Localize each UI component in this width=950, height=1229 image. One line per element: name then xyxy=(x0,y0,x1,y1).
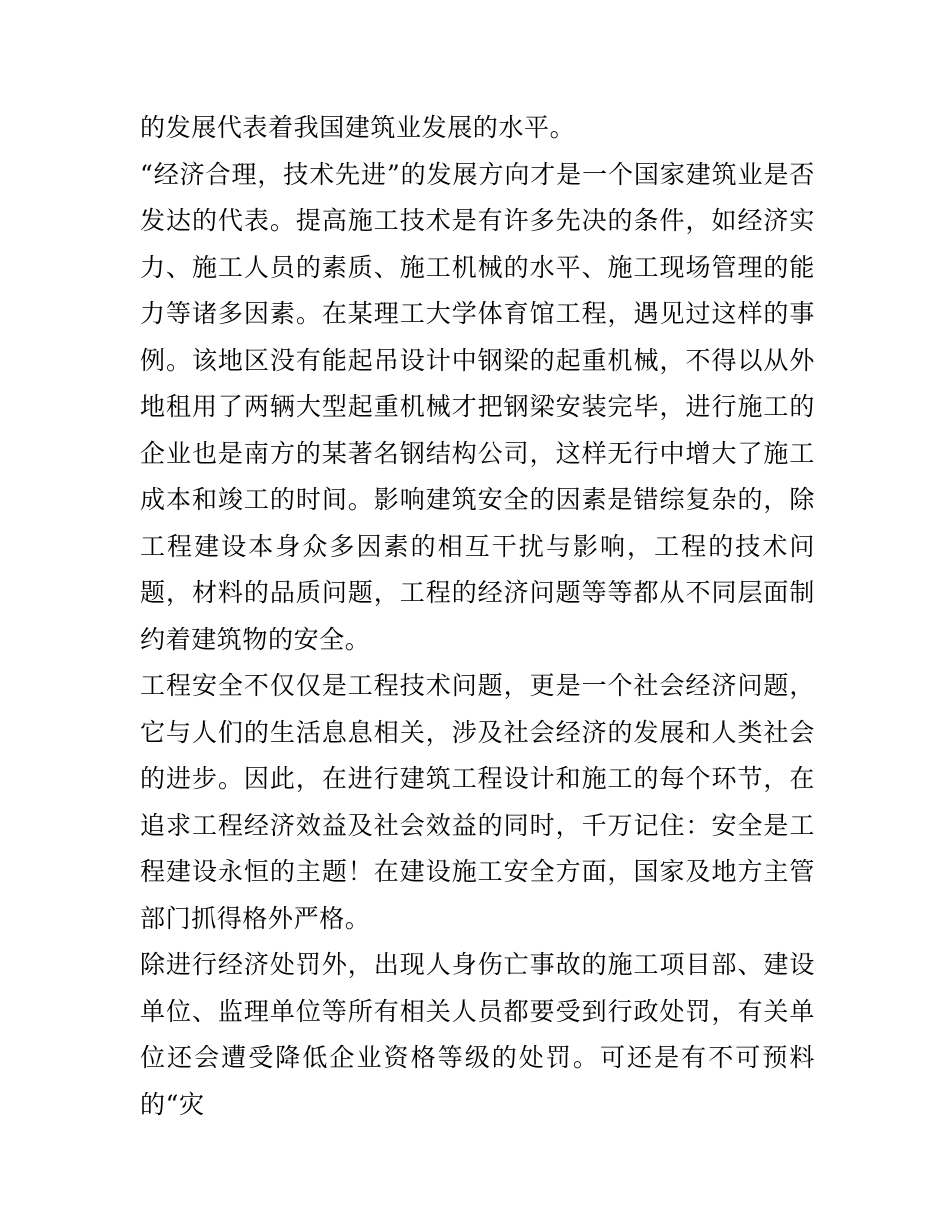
paragraph-4: 除进行经济处罚外，出现人身伤亡事故的施工项目部、建设单位、监理单位等所有相关人员都要受到行政处罚，有关单位还会遭受降低企业资格等级的处罚。可还是有不可预料的“灾 xyxy=(140,950,815,1119)
document-body xyxy=(140,105,815,1128)
paragraph-3: 工程安全不仅仅是工程技术问题，更是一个社会经济问题，它与人们的生活息息相关，涉及社会经济的发展和人类社会的进步。因此，在进行建筑工程设计和施工的每个环节，在追求工程经济效益及社会效益的同时，千万记住：安全是工程建设永恒的主题！在建设施工安全方面，国家及地方主管部门抓得格外严格。 xyxy=(140,671,815,933)
paragraph-2: “经济合理，技术先进”的发展方向才是一个国家建筑业是否发达的代表。提高施工技术是有许多先决的条件，如经济实力、施工人员的素质、施工机械的水平、施工现场管理的能力等诸多因素。在某理工大学体育馆工程，遇见过这样的事例。该地区没有能起吊设计中钢梁的起重机械，不得以从外地租用了两辆大型起重机械才把钢梁安装完毕，进行施工的企业也是南方的某著名钢结构公司，这样无行中增大了施工成本和竣工的时间。影响建筑安全的因素是错综复杂的，除工程建设本身众多因素的相互干扰与影响，工程的技术问题，材料的品质问题，工程的经济问题等等都从不同层面制约着建筑物的安全。 xyxy=(140,159,815,654)
paragraph-1: 的发展代表着我国建筑业发展的水平。 xyxy=(140,113,576,142)
